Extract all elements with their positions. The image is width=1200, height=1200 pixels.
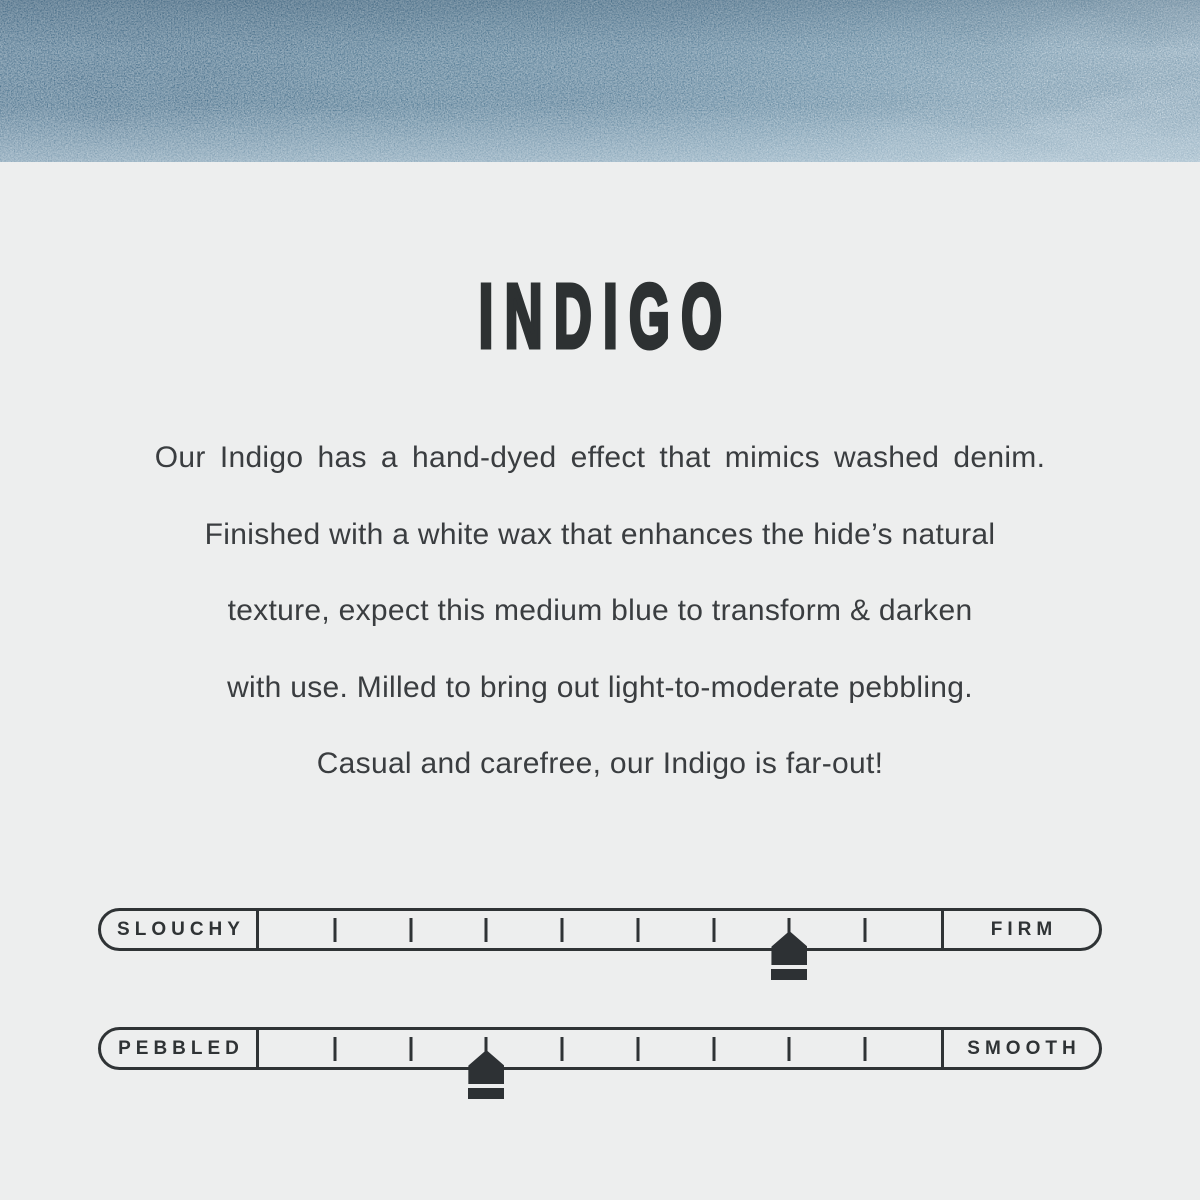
scale-tick bbox=[788, 1037, 791, 1061]
scale-marker bbox=[771, 931, 807, 980]
scale-marker-bar bbox=[468, 1088, 504, 1099]
description-line: Casual and carefree, our Indigo is far-out! bbox=[316, 747, 884, 780]
texture-scale bbox=[98, 1027, 1102, 1070]
description-line: with use. Milled to bring out light-to-moderate pebbling. bbox=[227, 670, 973, 704]
scale-tick bbox=[712, 1037, 715, 1061]
firmness-scale-track bbox=[259, 911, 941, 948]
scale-tick bbox=[636, 1037, 639, 1061]
firmness-scale bbox=[98, 908, 1102, 951]
texture-scale-track bbox=[259, 1030, 941, 1067]
scale-tick bbox=[485, 918, 488, 942]
scale-tick bbox=[409, 1037, 412, 1061]
scale-marker-pointer-icon bbox=[771, 931, 807, 965]
indigo-leather-texture-image bbox=[0, 0, 1200, 162]
description-line: Finished with a white wax that enhances the hide’s natural bbox=[204, 517, 996, 551]
description bbox=[0, 420, 1200, 803]
scale-marker-pointer-icon bbox=[468, 1050, 504, 1084]
scale-tick bbox=[561, 918, 564, 942]
page-title-text: INDIGO bbox=[478, 267, 733, 367]
description-line: Our Indigo has a hand-dyed effect that mimics washed denim. bbox=[154, 441, 1046, 474]
scale-tick bbox=[712, 918, 715, 942]
scale-tick bbox=[409, 918, 412, 942]
scale-label-slouchy: SLOUCHY bbox=[101, 911, 259, 948]
scale-tick bbox=[864, 918, 867, 942]
scale-tick bbox=[333, 1037, 336, 1061]
scale-marker bbox=[468, 1050, 504, 1099]
description-line: texture, expect this medium blue to transform & darken bbox=[227, 594, 973, 627]
scale-label-smooth: SMOOTH bbox=[941, 1030, 1099, 1067]
scale-label-pebbled: PEBBLED bbox=[101, 1030, 259, 1067]
scale-label-firm: FIRM bbox=[941, 911, 1099, 948]
scale-tick bbox=[864, 1037, 867, 1061]
page-title bbox=[0, 267, 1200, 367]
scale-tick bbox=[333, 918, 336, 942]
scale-tick bbox=[636, 918, 639, 942]
scale-marker-bar bbox=[771, 969, 807, 980]
scale-tick bbox=[561, 1037, 564, 1061]
